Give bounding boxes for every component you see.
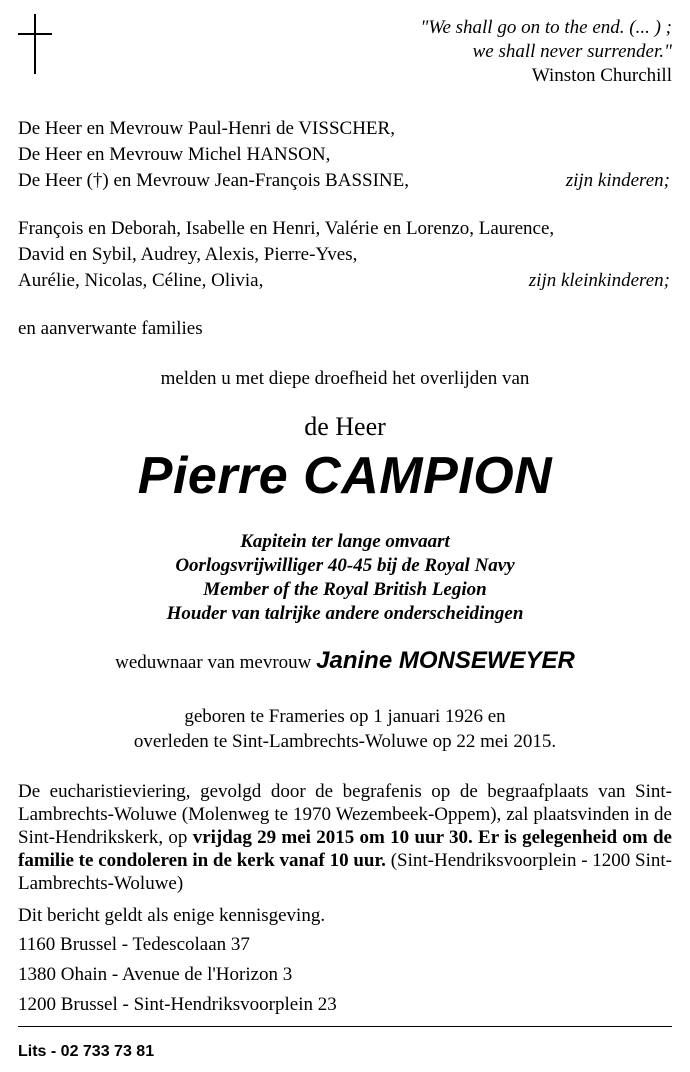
- notice-line: Dit bericht geldt als enige kennisgeving.: [18, 905, 326, 926]
- grandchildren-relation: zijn kleinkinderen;: [528, 270, 670, 291]
- address-line-2: 1380 Ohain - Avenue de l'Horizon 3: [18, 964, 293, 985]
- deceased-name: Pierre CAMPION: [137, 447, 553, 505]
- footer-divider: [18, 1026, 672, 1027]
- grandchildren-line-2: David en Sybil, Audrey, Alexis, Pierre-Yves,: [18, 244, 358, 265]
- grandchildren-line-3: Aurélie, Nicolas, Céline, Olivia,: [18, 270, 264, 291]
- ceremony-text-2: (Sint-Hendriksvoorplein - 1200 Sint-Lambrechts-Woluwe): [18, 850, 672, 894]
- widower-line: [0, 648, 690, 676]
- address-line-1: 1160 Brussel - Tedescolaan 37: [18, 934, 250, 955]
- ceremony-bold: vrijdag 29 mei 2015 om 10 uur 30. Er is gelegenheid om de familie te condoleren in de kerk vanaf 10 uur.: [18, 827, 672, 871]
- honorific: de Heer: [304, 412, 386, 441]
- address-line-3: 1200 Brussel - Sint-Hendriksvoorplein 23: [18, 994, 337, 1015]
- children-line-3-row: [18, 170, 670, 192]
- ceremony-text-1: De eucharistieviering, gevolgd door de begrafenis op de begraafplaats van Sint-Lambrechts-Woluwe (Molenweg te 1970 Wezembeek-Oppem), zal plaatsvinden in de Sint-Hendrikskerk, op: [18, 781, 672, 848]
- announcement: melden u met diepe droefheid het overlijden van: [160, 368, 530, 389]
- children-line-2: De Heer en Mevrouw Michel HANSON,: [18, 144, 331, 165]
- born-line: geboren te Frameries op 1 januari 1926 en: [184, 706, 506, 727]
- title-line-4: Houder van talrijke andere onderscheidingen: [166, 603, 524, 624]
- cross-icon: [14, 12, 54, 76]
- children-relation: zijn kinderen;: [565, 170, 670, 191]
- quote-line-1: "We shall go on to the end. (... ) ;: [420, 17, 672, 38]
- title-line-2: Oorlogsvrijwilliger 40-45 bij de Royal Navy: [175, 555, 515, 576]
- families-line: en aanverwante families: [18, 318, 203, 339]
- footer-credit: Lits - 02 733 73 81: [18, 1043, 155, 1060]
- churchill-quote: [420, 16, 672, 88]
- quote-author: Winston Churchill: [531, 65, 672, 86]
- grandchildren-line-1: François en Deborah, Isabelle en Henri, Valérie en Lorenzo, Laurence,: [18, 218, 555, 239]
- widower-prefix: weduwnaar van mevrouw: [115, 652, 312, 673]
- grandchildren-line-3-row: [18, 270, 670, 292]
- quote-line-2: we shall never surrender.": [472, 41, 672, 62]
- ceremony-paragraph: [18, 780, 672, 895]
- children-line-1: De Heer en Mevrouw Paul-Henri de VISSCHER,: [18, 118, 395, 139]
- spouse-name: Janine MONSEWEYER: [316, 647, 575, 674]
- title-line-1: Kapitein ter lange omvaart: [240, 531, 450, 552]
- title-line-3: Member of the Royal British Legion: [203, 579, 487, 600]
- died-line: overleden te Sint-Lambrechts-Woluwe op 22 mei 2015.: [133, 731, 557, 752]
- children-line-3: De Heer (†) en Mevrouw Jean-François BASSINE,: [18, 170, 409, 191]
